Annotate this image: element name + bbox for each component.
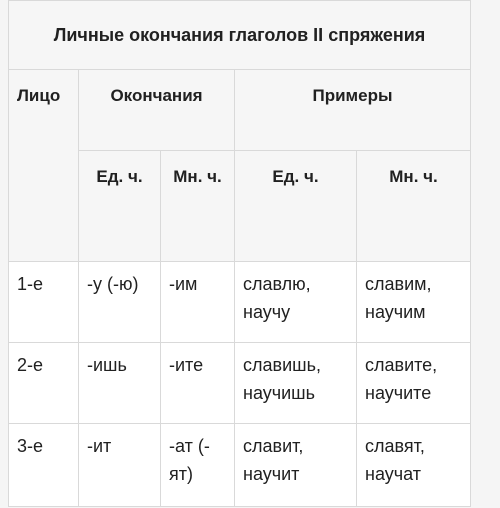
cell-example-plural: славите, научите (357, 343, 471, 424)
cell-person: 3-е (9, 424, 79, 507)
table-row (9, 262, 471, 343)
header-endings-singular: Ед. ч. (79, 151, 161, 262)
table-row (9, 424, 471, 507)
table-title: Личные окончания глаголов II спряжения (9, 1, 471, 70)
cell-ending-singular: -ит (79, 424, 161, 507)
cell-ending-plural: -ат (-ят) (161, 424, 235, 507)
cell-example-singular: славлю, научу (235, 262, 357, 343)
header-endings: Окончания (79, 70, 235, 151)
cell-ending-singular: -у (-ю) (79, 262, 161, 343)
cell-ending-plural: -ите (161, 343, 235, 424)
conjugation-table (8, 0, 471, 507)
cell-example-plural: славят, научат (357, 424, 471, 507)
table-row (9, 343, 471, 424)
header-examples: Примеры (235, 70, 471, 151)
header-examples-singular: Ед. ч. (235, 151, 357, 262)
header-endings-plural: Мн. ч. (161, 151, 235, 262)
cell-person: 2-е (9, 343, 79, 424)
cell-example-singular: славит, научит (235, 424, 357, 507)
cell-person: 1-е (9, 262, 79, 343)
header-examples-plural: Мн. ч. (357, 151, 471, 262)
cell-ending-singular: -ишь (79, 343, 161, 424)
cell-ending-plural: -им (161, 262, 235, 343)
cell-example-plural: славим, научим (357, 262, 471, 343)
cell-example-singular: славишь, научишь (235, 343, 357, 424)
header-person: Лицо (9, 70, 79, 262)
